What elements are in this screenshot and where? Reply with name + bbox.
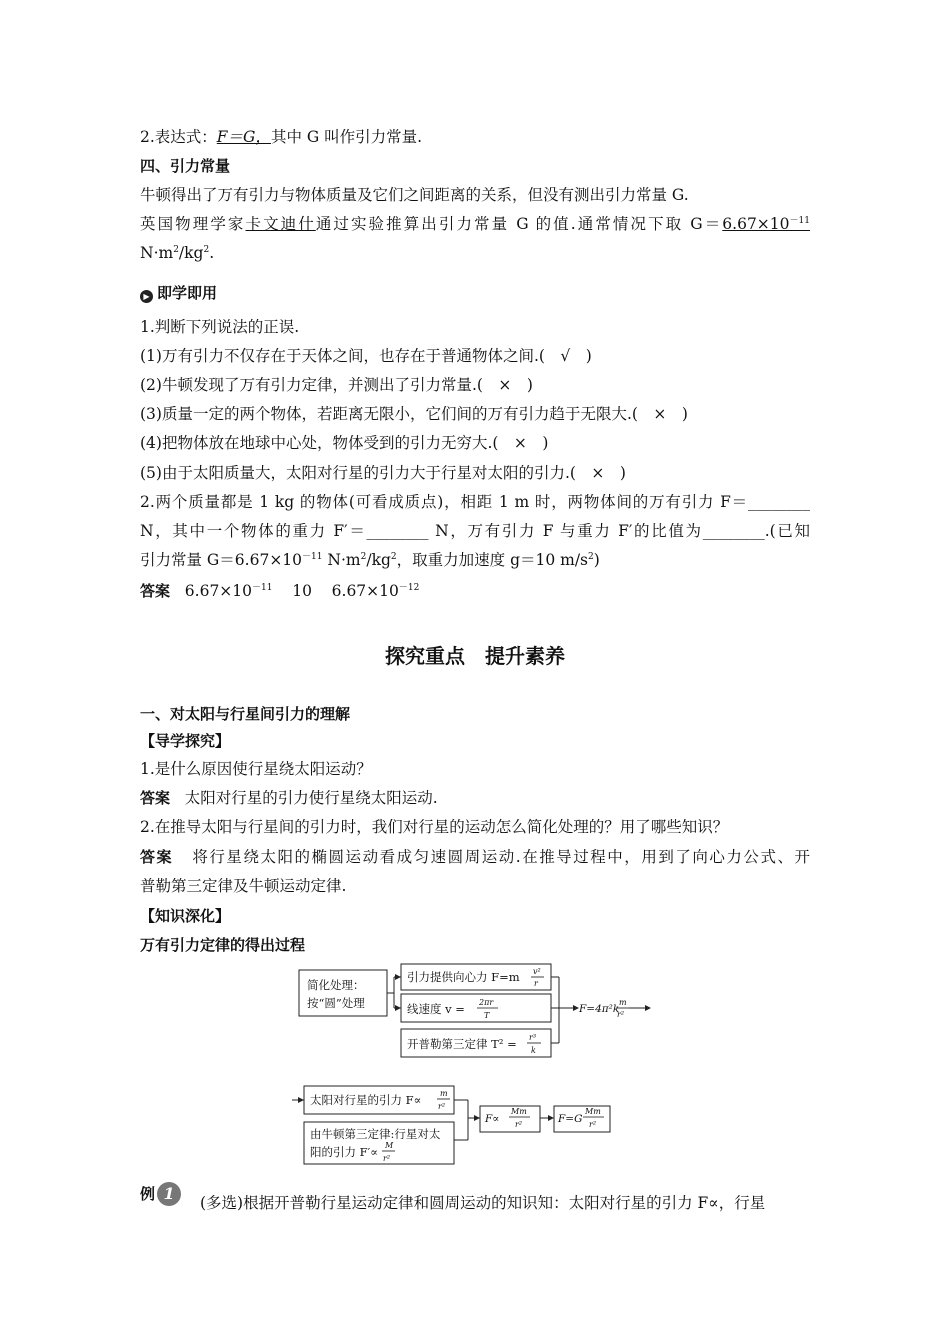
- practice-heading: ▶ 即学即用: [140, 282, 217, 304]
- svg-text:Mm: Mm: [585, 1107, 601, 1116]
- play-icon: ▶: [140, 290, 153, 303]
- svg-text:v²: v²: [533, 967, 541, 976]
- svg-text:r²: r²: [589, 1120, 597, 1129]
- newton-third-line-2: 阳的引力 F′∝: [310, 1145, 379, 1159]
- guide-answer-1: 答案 太阳对行星的引力使行星绕太阳运动.: [140, 789, 438, 807]
- newton-third-line-1: 由牛顿第三定律:行星对太: [310, 1127, 441, 1141]
- svg-text:m: m: [619, 998, 627, 1007]
- example-text: (多选)根据开普勒行星运动定律和圆周运动的知识知：太阳对行星的引力 F∝，行星: [200, 1194, 766, 1212]
- guide-question-2: 2.在推导太阳与行星间的引力时，我们对行星的运动怎么简化处理的？用了哪些知识？: [140, 818, 729, 836]
- process-subheading: 万有引力定律的得出过程: [140, 936, 306, 954]
- svg-text:T: T: [484, 1011, 490, 1020]
- expression-formula: F＝G，: [216, 128, 271, 146]
- simplify-line-2: 按“圆”处理: [307, 996, 365, 1010]
- deepen-heading: 【知识深化】: [140, 907, 231, 925]
- derivation-diagram-2: [290, 1080, 650, 1168]
- guide-answer-2-line-1: 答案 将行星绕太阳的椭圆运动看成匀速圆周运动.在推导过程中，用到了向心力公式、开: [140, 848, 810, 866]
- expression-line: 2.表达式：F＝G，其中 G 叫作引力常量.: [140, 128, 423, 146]
- svg-text:r²: r²: [617, 1010, 625, 1019]
- question-1: 1.判断下列说法的正误.: [140, 318, 300, 336]
- statement-5: (5)由于太阳质量大，太阳对行星的引力大于行星对太阳的引力.( × ): [140, 464, 626, 482]
- svg-text:F∝: F∝: [485, 1113, 500, 1125]
- svg-text:r²: r²: [438, 1102, 446, 1111]
- svg-text:Mm: Mm: [511, 1107, 527, 1116]
- simplify-line-1: 简化处理：: [307, 978, 365, 992]
- question-2-line-3: 引力常量 $G=6.67\times 10^{-11}$ $N\cdot m^2/kg^2$，取重力加速度 g＝10 $m/s^2$): [140, 551, 600, 569]
- svg-text:r²: r²: [515, 1120, 523, 1129]
- section-heading-1: 一、对太阳与行星间引力的理解: [140, 705, 351, 723]
- g-value: $6.67\times 10^{-11}$: [722, 215, 810, 233]
- answer-line: 答案 $6.67\times 10^{-11}$ 10 $6.67\times 10^{-12}$: [140, 582, 420, 600]
- centripetal-text: 引力提供向心力 F=m: [407, 970, 520, 984]
- svg-text:r³: r³: [529, 1033, 537, 1042]
- sun-force-text: 太阳对行星的引力 F∝: [310, 1093, 422, 1107]
- statement-2: (2)牛顿发现了万有引力定律，并测出了引力常量.( × ): [140, 376, 533, 394]
- result-formula: F=4π²k: [579, 1003, 620, 1015]
- svg-text:m: m: [440, 1089, 448, 1098]
- guide-heading: 【导学探究】: [140, 732, 231, 750]
- statement-1: (1)万有引力不仅存在于天体之间，也存在于普通物体之间.( √ ): [140, 347, 592, 365]
- velocity-text: 线速度 v =: [407, 1002, 465, 1016]
- paragraph-newton: 牛顿得出了万有引力与物体质量及它们之间距离的关系，但没有测出引力常量 G.: [140, 186, 689, 204]
- statement-4: (4)把物体放在地球中心处，物体受到的引力无穷大.( × ): [140, 434, 549, 452]
- svg-text:2πr: 2πr: [479, 998, 494, 1007]
- g-unit-line: $N\cdot m^2/kg^2$.: [140, 244, 215, 262]
- guide-question-1: 1.是什么原因使行星绕太阳运动？: [140, 760, 372, 778]
- question-2-line-2: N，其中一个物体的重力 F′＝________ N，万有引力 F 与重力 F′的比值为________.(已知: [140, 522, 810, 540]
- cavendish-name: 卡文迪什: [245, 215, 316, 233]
- statement-3: (3)质量一定的两个物体，若距离无限小，它们间的万有引力趋于无限大.( × ): [140, 405, 688, 423]
- kepler-text: 开普勒第三定律 T² =: [407, 1037, 517, 1051]
- question-2-line-1: 2.两个质量都是 1 kg 的物体(可看成质点)，相距 1 m 时，两物体间的万有引力 F＝________: [140, 493, 810, 511]
- svg-text:r²: r²: [383, 1154, 391, 1163]
- svg-text:r: r: [534, 979, 538, 988]
- section-title: 探究重点 提升素养: [385, 644, 565, 668]
- svg-text:F=G: F=G: [558, 1113, 583, 1125]
- svg-text:k: k: [531, 1046, 536, 1055]
- answer-label: 答案: [140, 582, 171, 600]
- guide-answer-2-line-2: 普勒第三定律及牛顿运动定律.: [140, 877, 347, 895]
- paragraph-cavendish: 英国物理学家卡文迪什通过实验推算出引力常量 G 的值.通常情况下取 $G=6.67\times 10^{-11}$: [140, 215, 810, 233]
- example-label: 例 1: [140, 1182, 181, 1206]
- example-number-badge: 1: [157, 1182, 181, 1206]
- heading-gravitational-constant: 四、引力常量: [140, 157, 231, 175]
- derivation-diagram-1: [295, 960, 665, 1060]
- svg-text:M: M: [385, 1141, 394, 1150]
